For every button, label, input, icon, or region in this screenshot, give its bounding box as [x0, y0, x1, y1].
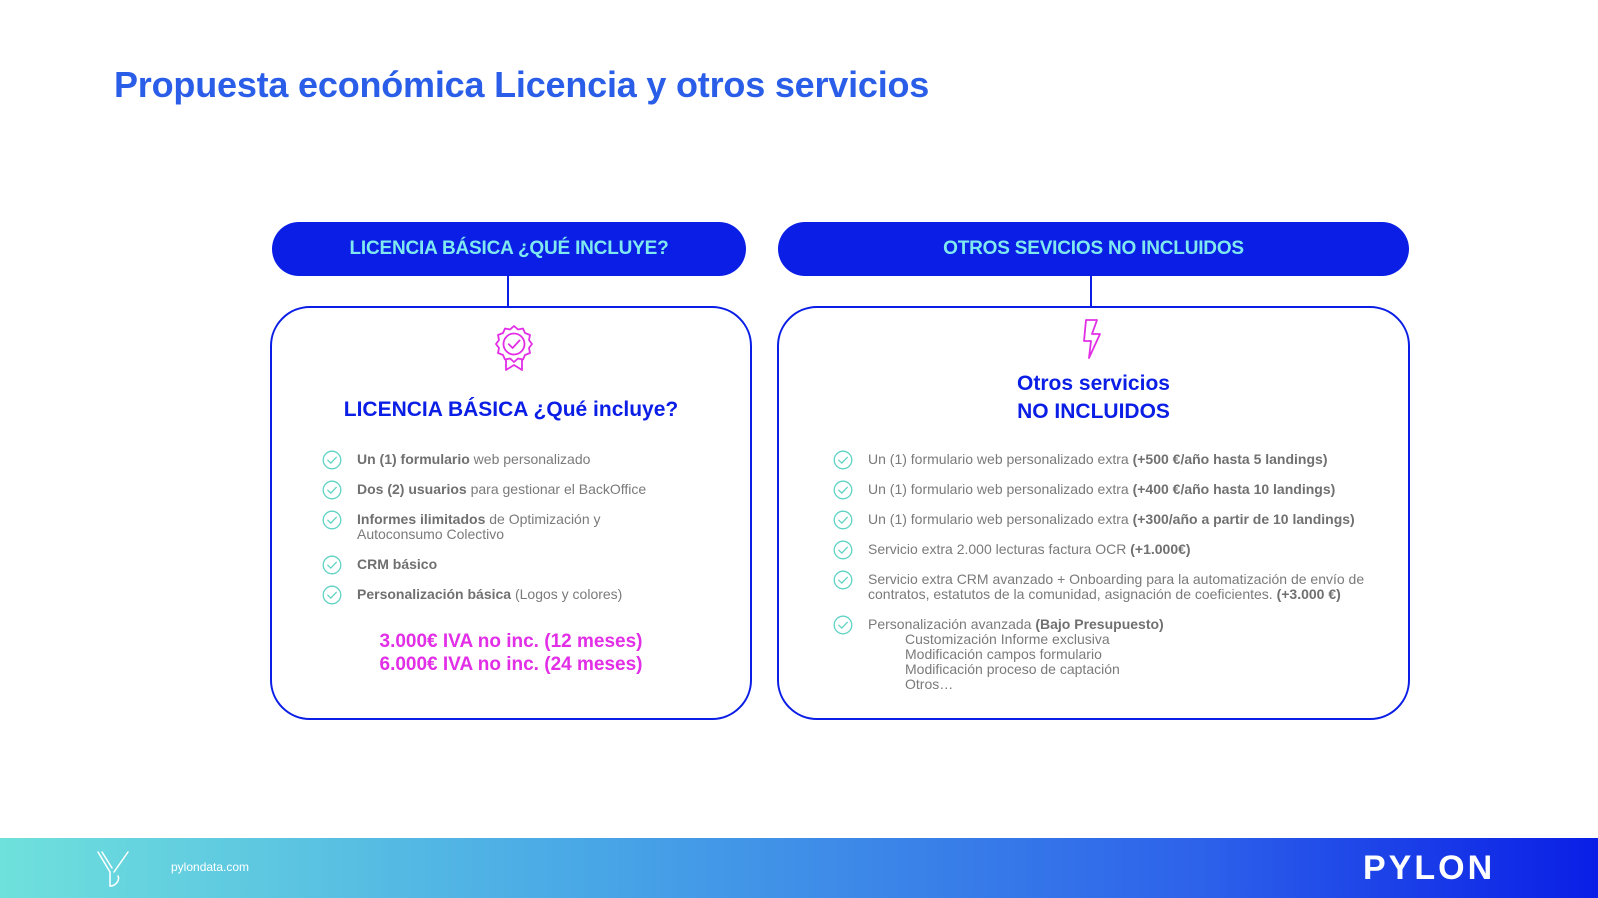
left-card [270, 306, 752, 720]
left-item: Informes ilimitados de Optimización y Autoconsumo Colectivo [322, 512, 637, 542]
page-title: Propuesta económica Licencia y otros servicios [114, 64, 930, 105]
left-items-list [322, 452, 702, 602]
right-title-line2: NO INCLUIDOS [1017, 400, 1170, 423]
pylon-logo: PYLON [1363, 849, 1496, 887]
sub-item: Modificación campos formulario [905, 646, 1102, 662]
left-item: CRM básico [322, 557, 702, 572]
right-item: Personalización avanzada (Bajo Presupuesto) Customización Informe exclusiva Modificación campos formulario Modificación proceso de captación Otros… [833, 617, 1393, 692]
left-header-label: LICENCIA BÁSICA ¿QUÉ INCLUYE? [349, 238, 669, 259]
footer-url[interactable]: pylondata.com [171, 860, 250, 874]
lightning-bolt-icon [1081, 319, 1103, 359]
right-connector [1090, 276, 1092, 306]
check-circle-icon [322, 450, 342, 470]
check-circle-icon [322, 585, 342, 605]
right-header-pill [778, 222, 1409, 276]
check-circle-icon [833, 615, 853, 635]
left-item: Personalización básica (Logos y colores) [322, 587, 702, 602]
left-connector [507, 276, 509, 306]
sub-item: Otros… [905, 676, 954, 692]
check-circle-icon [833, 480, 853, 500]
award-badge-icon [494, 324, 534, 372]
check-circle-icon [322, 510, 342, 530]
pylon-y-mark-icon [96, 850, 130, 888]
right-card [777, 306, 1410, 720]
right-item: Un (1) formulario web personalizado extra (+400 €/año hasta 10 landings) [833, 482, 1393, 497]
right-items-list [833, 452, 1393, 692]
left-item: Un (1) formulario web personalizado [322, 452, 702, 467]
check-circle-icon [322, 480, 342, 500]
check-circle-icon [322, 555, 342, 575]
right-title-line1: Otros servicios [1017, 372, 1170, 395]
check-circle-icon [833, 510, 853, 530]
sub-item: Modificación proceso de captación [905, 661, 1120, 677]
price-12-months: 3.000€ IVA no inc. (12 meses) [379, 631, 643, 652]
sub-item: Customización Informe exclusiva [905, 631, 1110, 647]
price-24-months: 6.000€ IVA no inc. (24 meses) [379, 654, 643, 675]
footer-bar [0, 838, 1598, 898]
right-item: Un (1) formulario web personalizado extra (+500 €/año hasta 5 landings) [833, 452, 1393, 467]
right-item: Un (1) formulario web personalizado extra (+300/año a partir de 10 landings) [833, 512, 1393, 527]
right-item: Servicio extra 2.000 lecturas factura OCR (+1.000€) [833, 542, 1393, 557]
right-header-label: OTROS SEVICIOS NO INCLUIDOS [943, 238, 1244, 259]
left-header-pill [272, 222, 746, 276]
check-circle-icon [833, 450, 853, 470]
right-card-title [779, 370, 1408, 426]
right-item: Servicio extra CRM avanzado + Onboarding para la automatización de envío de contratos, estatutos de la comunidad, asignación de coeficientes. (+3.000 €) [833, 572, 1393, 602]
left-card-title: LICENCIA BÁSICA ¿Qué incluye? [343, 398, 679, 421]
check-circle-icon [833, 540, 853, 560]
left-item: Dos (2) usuarios para gestionar el BackOffice [322, 482, 702, 497]
check-circle-icon [833, 570, 853, 590]
